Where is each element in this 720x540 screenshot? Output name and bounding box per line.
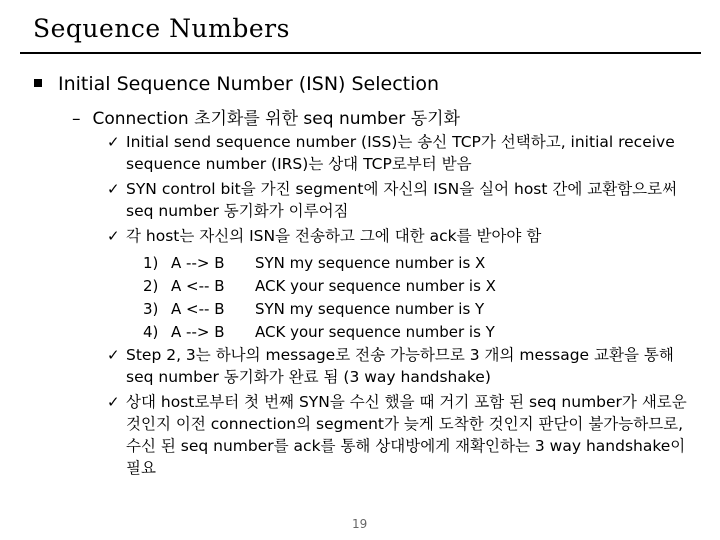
list-item [143, 275, 496, 298]
check-item-text: Step 2, 3는 하나의 message로 전송 가능하므로 3 개의 message 교환을 통해 seq number 동기화가 완료 됨 (3 way handshake) [126, 346, 674, 386]
check-item-text: SYN control bit을 가진 segment에 자신의 ISN을 실어 host 간에 교환함으로써 seq number 동기화가 이루어짐 [126, 180, 678, 220]
step-number: 2) [143, 277, 159, 295]
step-number: 3) [143, 300, 159, 318]
step-text: ACK your sequence number is Y [255, 323, 495, 341]
title-divider [20, 52, 701, 54]
square-bullet-icon [34, 79, 42, 87]
checkmark-icon: ✓ [107, 346, 120, 364]
dash-bullet-icon: – [72, 109, 81, 129]
step-direction: A --> B [171, 323, 225, 341]
bullet-level1 [34, 73, 439, 95]
step-number: 4) [143, 323, 159, 341]
step-direction: A <-- B [171, 277, 225, 295]
list-item [143, 252, 496, 275]
check-item [107, 391, 687, 479]
handshake-steps [143, 252, 496, 344]
check-item [107, 131, 687, 175]
bullet-level2-text: Connection 초기화를 위한 seq number 동기화 [92, 109, 460, 129]
list-item [143, 321, 496, 344]
check-item [107, 178, 687, 222]
checkmark-icon: ✓ [107, 393, 120, 411]
step-direction: A --> B [171, 254, 225, 272]
bullet-level2 [72, 104, 460, 129]
check-item-text: 각 host는 자신의 ISN을 전송하고 그에 대한 ack를 받아야 함 [126, 227, 542, 245]
slide-title: Sequence Numbers [33, 14, 290, 43]
step-number: 1) [143, 254, 159, 272]
bullet-level1-text: Initial Sequence Number (ISN) Selection [58, 73, 440, 95]
check-item-text: Initial send sequence number (ISS)는 송신 TCP가 선택하고, initial receive sequence number (IRS)는 상대 TCP로부터 받음 [126, 133, 675, 173]
check-item-text: 상대 host로부터 첫 번째 SYN을 수신 했을 때 거기 포함 된 seq number가 새로운 것인지 이전 connection의 segment가 늦게 도착한 것인지 판단이 불가능하므로, 수신 된 seq number를 ack를 통해 상대방에게 재확인하는 3 way handshake이 필요 [126, 393, 687, 477]
step-text: ACK your sequence number is X [255, 277, 496, 295]
check-item [107, 344, 687, 388]
step-text: SYN my sequence number is X [255, 254, 486, 272]
checkmark-icon: ✓ [107, 227, 120, 245]
step-text: SYN my sequence number is Y [255, 300, 485, 318]
list-item [143, 298, 496, 321]
page-number: 19 [352, 517, 368, 531]
step-direction: A <-- B [171, 300, 225, 318]
checkmark-icon: ✓ [107, 133, 120, 151]
check-item [107, 225, 687, 247]
checkmark-icon: ✓ [107, 180, 120, 198]
